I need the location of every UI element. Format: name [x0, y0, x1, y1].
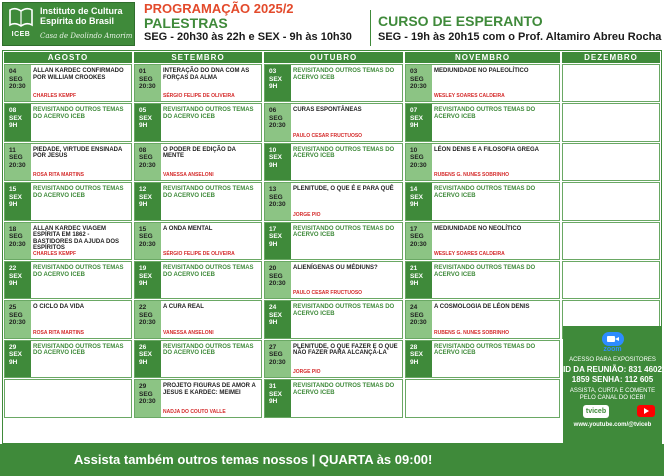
event-date [5, 223, 31, 259]
event-day: SEG [139, 390, 153, 398]
event-date: 27 [269, 343, 277, 351]
event-date [135, 301, 161, 337]
event-day: SEG [9, 311, 23, 319]
event-day: SEG [269, 193, 283, 201]
event-cell [405, 64, 560, 102]
event-date: 24 [269, 304, 277, 312]
event-cell [134, 261, 262, 299]
event-time: 20:30 [269, 122, 286, 130]
event-cell [4, 340, 132, 378]
tviceb-logo: tviceb [583, 405, 609, 418]
event-day: SEG [269, 351, 283, 359]
event-speaker: PAULO CESAR FRUCTUOSO [293, 132, 363, 139]
event-day: SEG [269, 114, 283, 122]
event-day: SEG [410, 75, 424, 83]
event-title: LÉON DENIS E A FILOSOFIA GREGA [434, 146, 540, 153]
event-cell [134, 300, 262, 338]
event-speaker: SÉRGIO FELIPE DE OLIVEIRA [163, 93, 235, 100]
event-date [135, 262, 161, 298]
meeting-id: ID DA REUNIÃO: 831 4602 [563, 365, 662, 374]
event-time: 20:30 [9, 83, 26, 90]
event-date: 15 [9, 186, 17, 194]
event-date [406, 341, 432, 377]
event-time: 9H [139, 280, 148, 287]
event-date [265, 262, 291, 298]
event-cell [405, 143, 560, 181]
event-speaker: WESLEY SOARES CALDEIRA [434, 93, 505, 100]
event-date: 19 [139, 265, 147, 272]
event-speaker: JORGE PIO [293, 369, 321, 376]
event-time: 9H [139, 122, 148, 130]
event-date [265, 65, 291, 101]
logo-acronym: ICEB [11, 31, 31, 38]
event-date [135, 104, 161, 140]
palestras-title: PALESTRAS [144, 15, 228, 31]
event-title: REVISITANDO OUTROS TEMAS DO ACERVO ICEB [33, 265, 124, 278]
event-cell [4, 103, 132, 141]
event-speaker: SÉRGIO FELIPE DE OLIVEIRA [163, 250, 235, 257]
event-day: SEG [410, 233, 424, 241]
event-cell [264, 340, 403, 378]
event-time: 9H [269, 83, 278, 90]
event-date: 14 [410, 186, 418, 194]
event-cell [405, 222, 560, 260]
event-date: 25 [9, 304, 17, 312]
event-cell [134, 182, 262, 220]
event-cell [405, 340, 560, 378]
event-date: 24 [410, 304, 418, 312]
event-title: ALLAN KARDEC CONFIRMADO POR WILLIAM CROOKES [33, 68, 124, 81]
event-date: 05 [139, 107, 147, 115]
event-day: SEX [410, 351, 424, 359]
logo-line-2: Espírita do Brasil [40, 16, 115, 26]
event-date [406, 262, 432, 298]
footer-banner: Assista também outros temas nossos | QUARTA às 09:00! [0, 444, 664, 476]
event-day: SEX [269, 75, 283, 83]
event-cell [134, 64, 262, 102]
event-cell [134, 103, 262, 141]
event-date: 20 [269, 265, 277, 272]
event-day: SEX [9, 272, 23, 280]
event-time: 20:30 [269, 358, 286, 366]
event-date [135, 223, 161, 259]
event-title: REVISITANDO OUTROS TEMAS DO ACERVO ICEB [293, 304, 395, 317]
event-date [5, 144, 31, 180]
event-time: 20:30 [139, 240, 156, 248]
event-cell [264, 300, 403, 338]
event-date: 12 [139, 186, 147, 194]
event-time: 20:30 [139, 398, 156, 406]
event-cell [134, 143, 262, 181]
event-title: REVISITANDO OUTROS TEMAS DO ACERVO ICEB [293, 146, 395, 160]
event-date [265, 301, 291, 337]
event-speaker: WESLEY SOARES CALDEIRA [434, 250, 505, 257]
event-cell [405, 300, 560, 338]
empty-cell [4, 379, 132, 417]
event-date [5, 104, 31, 140]
event-title: REVISITANDO OUTROS TEMAS DO ACERVO ICEB [293, 383, 395, 396]
event-speaker: CHARLES KEMPF [33, 93, 77, 100]
event-title: REVISITANDO OUTROS TEMAS DO ACERVO ICEB [434, 265, 536, 278]
header-divider [370, 10, 371, 46]
event-title: CURAS ESPONTÂNEAS [293, 107, 362, 114]
palestras-schedule: SEG - 20h30 às 22h e SEX - 9h às 10h30 [144, 31, 352, 43]
event-time: 9H [139, 358, 148, 366]
curso-schedule: SEG - 19h às 20h15 com o Prof. Altamiro Abreu Rocha [378, 31, 662, 43]
event-title: ALIENÍGENAS OU MÉDIUNS? [293, 265, 378, 271]
event-date: 15 [139, 225, 147, 233]
event-date: 03 [269, 68, 277, 75]
event-speaker: JORGE PIO [293, 211, 321, 218]
event-title: REVISITANDO OUTROS TEMAS DO ACERVO ICEB [293, 68, 395, 81]
event-speaker: ROSA RITA MARTINS [33, 172, 84, 179]
event-time: 9H [269, 398, 278, 406]
event-time: 9H [269, 161, 278, 169]
event-time: 20:30 [139, 161, 156, 169]
event-time: 20:30 [410, 240, 427, 248]
month-novembro: NOVEMBRO [405, 52, 560, 63]
assista-text: ASSISTA, CURTA E COMENTE PELO CANAL DO ICEB! [569, 388, 656, 401]
event-title: REVISITANDO OUTROS TEMAS DO ACERVO ICEB [163, 107, 254, 120]
event-time: 9H [9, 280, 18, 287]
event-time: 9H [9, 201, 18, 209]
event-title: A ONDA MENTAL [163, 225, 213, 232]
event-date: 10 [410, 146, 418, 154]
youtube-url[interactable]: www.youtube.com/@tviceb [573, 422, 652, 428]
event-day: SEG [9, 75, 23, 83]
empty-cell [562, 261, 660, 299]
event-title: A COSMOLOGIA DE LÉON DENIS [434, 304, 530, 311]
event-date: 22 [139, 304, 147, 312]
empty-cell [562, 182, 660, 220]
empty-cell [562, 103, 660, 141]
event-day: SEX [9, 193, 23, 201]
event-day: SEX [139, 351, 153, 359]
event-title: REVISITANDO OUTROS TEMAS DO ACERVO ICEB [163, 343, 254, 357]
event-title: PLENITUDE, O QUE FAZER E O QUE NÃO FAZER PARA ALCANÇÁ-LA [293, 343, 398, 357]
programacao-title: PROGRAMAÇÃO 2025/2 [144, 1, 294, 16]
book-icon [8, 6, 34, 28]
event-date: 17 [410, 225, 418, 233]
month-outubro: OUTUBRO [264, 52, 403, 63]
empty-cell [405, 379, 560, 417]
event-speaker: NADJA DO COUTO VALLE [163, 408, 226, 415]
event-title: PIEDADE, VIRTUDE ENSINADA POR JESUS [33, 146, 123, 160]
month-agosto: AGOSTO [4, 52, 132, 63]
meeting-password: 1859 SENHA: 112 605 [571, 375, 654, 384]
month-dezembro: DEZEMBRO [562, 52, 660, 63]
event-time: 20:30 [139, 319, 156, 327]
zoom-icon[interactable] [602, 332, 624, 346]
event-time: 9H [9, 358, 18, 366]
event-day: SEX [410, 272, 424, 280]
event-cell [264, 261, 403, 299]
event-day: SEX [410, 114, 424, 122]
event-day: SEG [139, 311, 153, 319]
event-date [265, 144, 291, 180]
event-day: SEX [139, 193, 153, 201]
event-cell [4, 300, 132, 338]
event-title: INTERAÇÃO DO DNA COM AS FORÇAS DA ALMA [163, 68, 250, 81]
empty-cell [562, 64, 660, 102]
acesso-label: ACESSO PARA EXPOSITORES [569, 357, 656, 363]
event-day: SEX [269, 233, 283, 241]
event-cell [4, 182, 132, 220]
event-date [135, 144, 161, 180]
zoom-label: zoom [603, 346, 622, 353]
event-speaker: CHARLES KEMPF [33, 250, 77, 257]
event-date [265, 223, 291, 259]
logo-line-1: Instituto de Cultura [40, 6, 123, 16]
event-date [135, 65, 161, 101]
event-day: SEX [269, 390, 283, 398]
event-cell [264, 103, 403, 141]
event-day: SEX [139, 114, 153, 122]
event-date [5, 183, 31, 219]
event-day: SEG [139, 75, 153, 83]
event-cell [264, 182, 403, 220]
month-setembro: SETEMBRO [134, 52, 262, 63]
event-day: SEG [269, 272, 283, 280]
event-date [5, 262, 31, 298]
event-day: SEX [139, 272, 153, 280]
event-day: SEG [9, 154, 23, 162]
event-date [265, 104, 291, 140]
event-date: 06 [269, 107, 277, 115]
event-title: REVISITANDO OUTROS TEMAS DO ACERVO ICEB [33, 107, 124, 120]
event-speaker: VANESSA ANSELONI [163, 172, 214, 179]
empty-cell [562, 143, 660, 181]
event-cell [405, 182, 560, 220]
event-day: SEX [269, 311, 283, 319]
event-time: 20:30 [410, 83, 427, 90]
event-speaker: PAULO CESAR FRUCTUOSO [293, 290, 363, 297]
event-title: REVISITANDO OUTROS TEMAS DO ACERVO ICEB [163, 265, 254, 278]
event-cell [4, 143, 132, 181]
event-cell [405, 103, 560, 141]
event-cell [264, 379, 403, 417]
event-date: 18 [9, 225, 17, 233]
event-cell [134, 379, 262, 417]
event-speaker: RUBENS G. NUNES SOBRINHO [434, 329, 510, 336]
event-day: SEX [410, 193, 424, 201]
header [0, 0, 664, 50]
event-day: SEG [139, 154, 153, 162]
event-date: 29 [139, 383, 147, 391]
event-title: REVISITANDO OUTROS TEMAS DO ACERVO ICEB [434, 107, 536, 120]
event-time: 20:30 [9, 161, 26, 169]
youtube-icon[interactable] [637, 405, 655, 417]
event-title: REVISITANDO OUTROS TEMAS DO ACERVO ICEB [434, 186, 536, 199]
event-time: 9H [410, 280, 419, 287]
event-cell [4, 64, 132, 102]
event-title: MEDIUNIDADE NO PALEOLÍTICO [434, 68, 529, 74]
event-cell [264, 222, 403, 260]
empty-cell [562, 222, 660, 260]
event-date [406, 144, 432, 180]
event-day: SEX [9, 114, 23, 122]
event-day: SEG [410, 311, 424, 319]
event-date: 04 [9, 68, 17, 75]
event-date [406, 104, 432, 140]
event-date [135, 341, 161, 377]
event-title: PROJETO FIGURAS DE AMOR A JESUS E KARDEC: MEIMEI [163, 383, 256, 396]
event-date [135, 380, 161, 416]
event-time: 9H [9, 122, 18, 130]
event-date [265, 341, 291, 377]
event-time: 9H [410, 358, 419, 366]
event-date: 21 [410, 265, 418, 272]
event-date: 22 [9, 265, 17, 272]
event-title: O CICLO DA VIDA [33, 304, 85, 311]
iceb-logo [2, 2, 135, 46]
event-date: 29 [9, 343, 17, 351]
event-title: REVISITANDO OUTROS TEMAS DO ACERVO ICEB [33, 186, 124, 199]
event-date: 26 [139, 343, 147, 351]
curso-title: CURSO DE ESPERANTO [378, 13, 543, 29]
event-time: 20:30 [410, 161, 427, 169]
event-title: REVISITANDO OUTROS TEMAS DO ACERVO ICEB [163, 186, 254, 199]
event-title: REVISITANDO OUTROS TEMAS DO ACERVO ICEB [293, 225, 395, 239]
event-date [5, 65, 31, 101]
event-time: 20:30 [410, 319, 427, 327]
event-title: ALLAN KARDEC VIAGEM ESPÍRITA EM 1862 - BASTIDORES DA AJUDA DOS ESPÍRITOS [33, 225, 120, 252]
event-speaker: ROSA RITA MARTINS [33, 329, 84, 336]
event-cell [134, 222, 262, 260]
event-time: 9H [269, 240, 278, 248]
event-date [406, 301, 432, 337]
event-time: 20:30 [9, 240, 26, 248]
event-date: 10 [269, 146, 277, 154]
event-date: 13 [269, 186, 277, 194]
event-date: 07 [410, 107, 418, 115]
event-time: 20:30 [269, 201, 286, 209]
event-day: SEG [9, 233, 23, 241]
event-date [135, 183, 161, 219]
event-cell [405, 261, 560, 299]
event-date [406, 183, 432, 219]
event-date: 03 [410, 68, 418, 75]
event-date: 01 [139, 68, 147, 75]
info-panel [563, 326, 662, 443]
event-date: 08 [9, 107, 17, 115]
event-date [5, 301, 31, 337]
event-title: REVISITANDO OUTROS TEMAS DO ACERVO ICEB [33, 343, 124, 357]
event-date: 28 [410, 343, 418, 351]
event-title: PLENITUDE, O QUE É E PARA QUÊ [293, 186, 394, 193]
event-speaker: RUBENS G. NUNES SOBRINHO [434, 172, 510, 179]
event-time: 9H [410, 122, 419, 130]
logo-tagline: Casa de Deolindo Amorim [40, 32, 133, 40]
event-date [5, 341, 31, 377]
event-cell [4, 261, 132, 299]
event-date [265, 380, 291, 416]
event-title: A CURA REAL [163, 304, 204, 311]
event-time: 9H [139, 201, 148, 209]
event-time: 20:30 [9, 319, 26, 327]
event-date [406, 65, 432, 101]
event-date: 08 [139, 146, 147, 154]
event-day: SEX [269, 154, 283, 162]
event-time: 20:30 [139, 83, 156, 90]
event-time: 9H [269, 319, 278, 327]
event-date: 17 [269, 225, 277, 233]
event-day: SEX [9, 351, 23, 359]
event-cell [264, 64, 403, 102]
event-date [406, 223, 432, 259]
event-title: O PODER DE EDIÇÃO DA MENTE [163, 146, 236, 160]
event-title: REVISITANDO OUTROS TEMAS DO ACERVO ICEB [434, 343, 536, 357]
event-speaker: VANESSA ANSELONI [163, 329, 214, 336]
event-time: 20:30 [269, 280, 286, 287]
event-cell [264, 143, 403, 181]
event-title: MEDIUNIDADE NO NEOLÍTICO [434, 225, 522, 232]
event-date [265, 183, 291, 219]
event-cell [134, 340, 262, 378]
event-date: 31 [269, 383, 277, 391]
event-day: SEG [139, 233, 153, 241]
event-day: SEG [410, 154, 424, 162]
event-date: 11 [9, 146, 16, 154]
event-time: 9H [410, 201, 419, 209]
event-cell [4, 222, 132, 260]
